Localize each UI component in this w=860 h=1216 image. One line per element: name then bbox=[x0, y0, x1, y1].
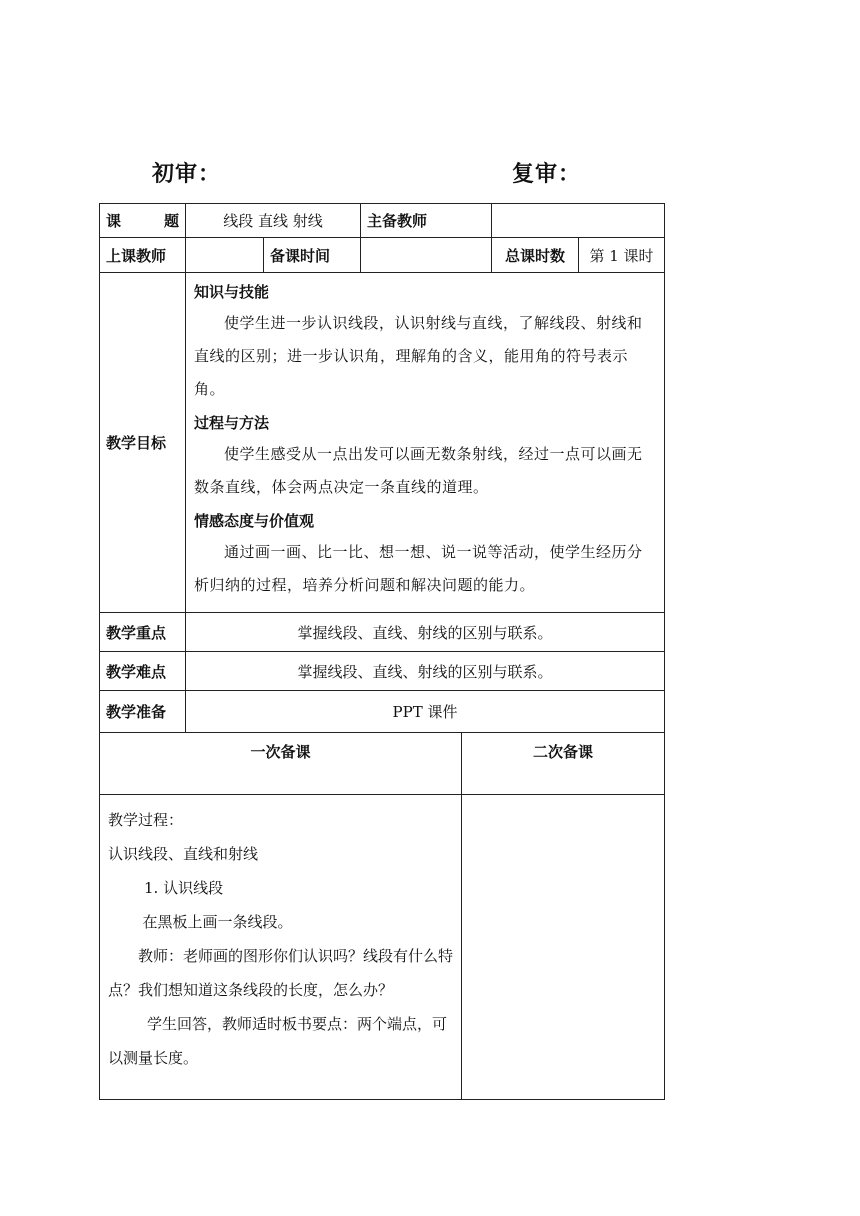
teacher-value bbox=[186, 238, 264, 273]
lesson-info-table bbox=[99, 203, 665, 733]
preparation-row bbox=[100, 691, 665, 733]
difficulty-label: 教学难点 bbox=[100, 652, 186, 691]
key-point-label: 教学重点 bbox=[100, 613, 186, 652]
difficulty-value: 掌握线段、直线、射线的区别与联系。 bbox=[186, 652, 665, 691]
process-table bbox=[99, 732, 665, 1100]
process-body-row bbox=[100, 795, 665, 1100]
topic-label: 课 题 bbox=[100, 204, 186, 238]
prep-time-label: 备课时间 bbox=[264, 238, 361, 273]
goals-label: 教学目标 bbox=[100, 273, 186, 613]
first-review-label: 初审： bbox=[152, 162, 222, 187]
process-teacher-question: 教师：老师画的图形你们认识吗？线段有什么特点？我们想知道这条线段的长度，怎么办？ bbox=[108, 947, 454, 999]
total-hours-value: 第 1 课时 bbox=[579, 238, 665, 273]
total-hours-label: 总课时数 bbox=[492, 238, 579, 273]
goal-heading-attitude: 情感态度与价值观 bbox=[194, 512, 315, 530]
process-student-answer: 学生回答，教师适时板书要点：两个端点，可以测量长度。 bbox=[108, 1015, 448, 1067]
lead-teacher-label: 主备教师 bbox=[361, 204, 492, 238]
goal-body-attitude: 通过画一画、比一比、想一想、说一说等活动，使学生经历分析归纳的过程，培养分析问题和解决问题的能力。 bbox=[194, 543, 643, 594]
teacher-label: 上课教师 bbox=[100, 238, 186, 273]
process-step1-action: 在黑板上画一条线段。 bbox=[142, 913, 293, 931]
key-point-row bbox=[100, 613, 665, 652]
lead-teacher-value bbox=[492, 204, 665, 238]
topic-row bbox=[100, 204, 665, 238]
first-prep-label: 一次备课 bbox=[100, 733, 462, 795]
goals-row bbox=[100, 273, 665, 613]
process-header-row bbox=[100, 733, 665, 795]
goals-content bbox=[186, 273, 665, 613]
difficulty-row bbox=[100, 652, 665, 691]
process-title: 教学过程： bbox=[108, 811, 184, 829]
key-point-value: 掌握线段、直线、射线的区别与联系。 bbox=[186, 613, 665, 652]
lesson-plan-table bbox=[99, 203, 664, 1100]
teacher-row bbox=[100, 238, 665, 273]
preparation-value: PPT 课件 bbox=[186, 691, 665, 733]
second-prep-label: 二次备课 bbox=[462, 733, 665, 795]
goal-body-process: 使学生感受从一点出发可以画无数条射线，经过一点可以画无数条直线，体会两点决定一条直线的道理。 bbox=[194, 445, 643, 496]
process-step1: 1. 认识线段 bbox=[144, 879, 224, 897]
second-prep-content bbox=[462, 795, 665, 1100]
goal-heading-knowledge: 知识与技能 bbox=[194, 283, 270, 301]
goal-heading-process: 过程与方法 bbox=[194, 414, 270, 432]
first-prep-content bbox=[100, 795, 462, 1100]
goal-body-knowledge: 使学生进一步认识线段，认识射线与直线，了解线段、射线和直线的区别；进一步认识角，理解角的含义，能用角的符号表示角。 bbox=[194, 314, 643, 398]
second-review-label: 复审： bbox=[512, 162, 582, 187]
topic-value: 线段 直线 射线 bbox=[186, 204, 361, 238]
preparation-label: 教学准备 bbox=[100, 691, 186, 733]
process-subtitle: 认识线段、直线和射线 bbox=[108, 845, 259, 863]
prep-time-value bbox=[361, 238, 492, 273]
